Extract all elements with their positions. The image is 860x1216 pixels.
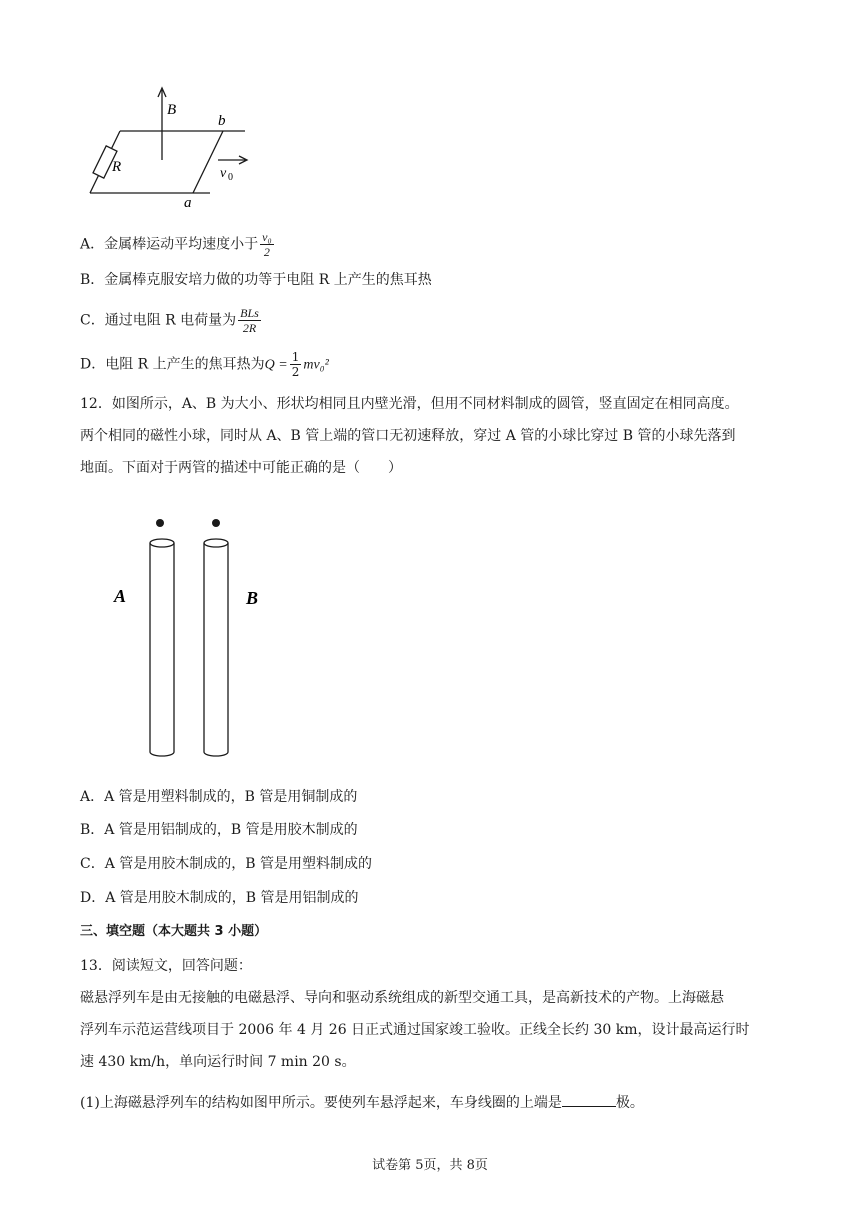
section-heading: 三、填空题（本大题共 3 小题） <box>80 924 268 939</box>
label-B: B <box>167 102 177 118</box>
q12-option-d: D．A 管是用胶木制成的，B 管是用铝制成的 <box>80 890 359 906</box>
fraction: $\frac{\text{v₀}}{2}$ <box>262 230 272 259</box>
page-footer: 试卷第 5页，共 8页 <box>372 1158 488 1173</box>
label-v: v <box>220 166 227 181</box>
fraction: $\frac{\text{BLs}}{2R}$ <box>240 306 259 335</box>
q12-option-a: A．A 管是用塑料制成的，B 管是用铜制成的 <box>80 789 358 805</box>
q11-option-c: C．通过电阻 R 电荷量为 $\frac{\text{BLs}}{2R}$ <box>80 306 259 335</box>
tube-a <box>150 539 174 756</box>
tube-label-b: B <box>246 588 259 608</box>
ball-a <box>156 519 164 527</box>
q11-option-d: D．电阻 R 上产生的焦耳热为Q = $\frac{1}{2}$ mv₀² <box>80 350 329 379</box>
q11-option-b: B．金属棒克服安培力做的功等于电阻 R 上产生的焦耳热 <box>80 272 432 288</box>
answer-blank[interactable] <box>562 1092 616 1107</box>
tube-b <box>204 539 228 756</box>
q13-passage: 磁悬浮列车是由无接触的电磁悬浮、导向和驱动系统组成的新型交通工具，是高新技术的产物。上海磁悬 浮列车示范运营线项目于 2006 年 4 月 26 日正式通过国家竣工验收。正线全长约 30 km，设计最高运行时 速 430 km/h，单向运行时间 7 min 20 s。 <box>80 990 750 1070</box>
label-v-sub: 0 <box>228 172 233 183</box>
q12-option-c: C．A 管是用胶木制成的，B 管是用塑料制成的 <box>80 856 373 872</box>
q12-stem: 12．如图所示，A、B 为大小、形状均相同且内壁光滑，但用不同材料制成的圆管，竖直固定在相同高度。 两个相同的磁性小球，同时从 A、B 管上端的管口无初速释放，穿过 A 管的小球比穿过 B 管的小球先落到 地面。下面对于两管的描述中可能正确的是（ ） <box>80 396 739 476</box>
q13-head: 13．阅读短文，回答问题： <box>80 958 252 974</box>
label-a: a <box>184 195 192 211</box>
tubes-figure <box>100 510 280 770</box>
label-b: b <box>218 113 226 129</box>
q12-option-b: B．A 管是用铝制成的，B 管是用胶木制成的 <box>80 822 358 838</box>
ball-b <box>212 519 220 527</box>
tube-label-a: A <box>114 586 127 606</box>
q13-subquestion-1: (1)上海磁悬浮列车的结构如图甲所示。要使列车悬浮起来，车身线圈的上端是 极。 <box>80 1092 644 1113</box>
q11-option-a: A．金属棒运动平均速度小于 $\frac{\text{v₀}}{2}$ <box>80 230 272 259</box>
circuit-figure <box>80 80 260 212</box>
fraction: $\frac{1}{2}$ <box>291 350 300 379</box>
label-R: R <box>112 159 122 175</box>
